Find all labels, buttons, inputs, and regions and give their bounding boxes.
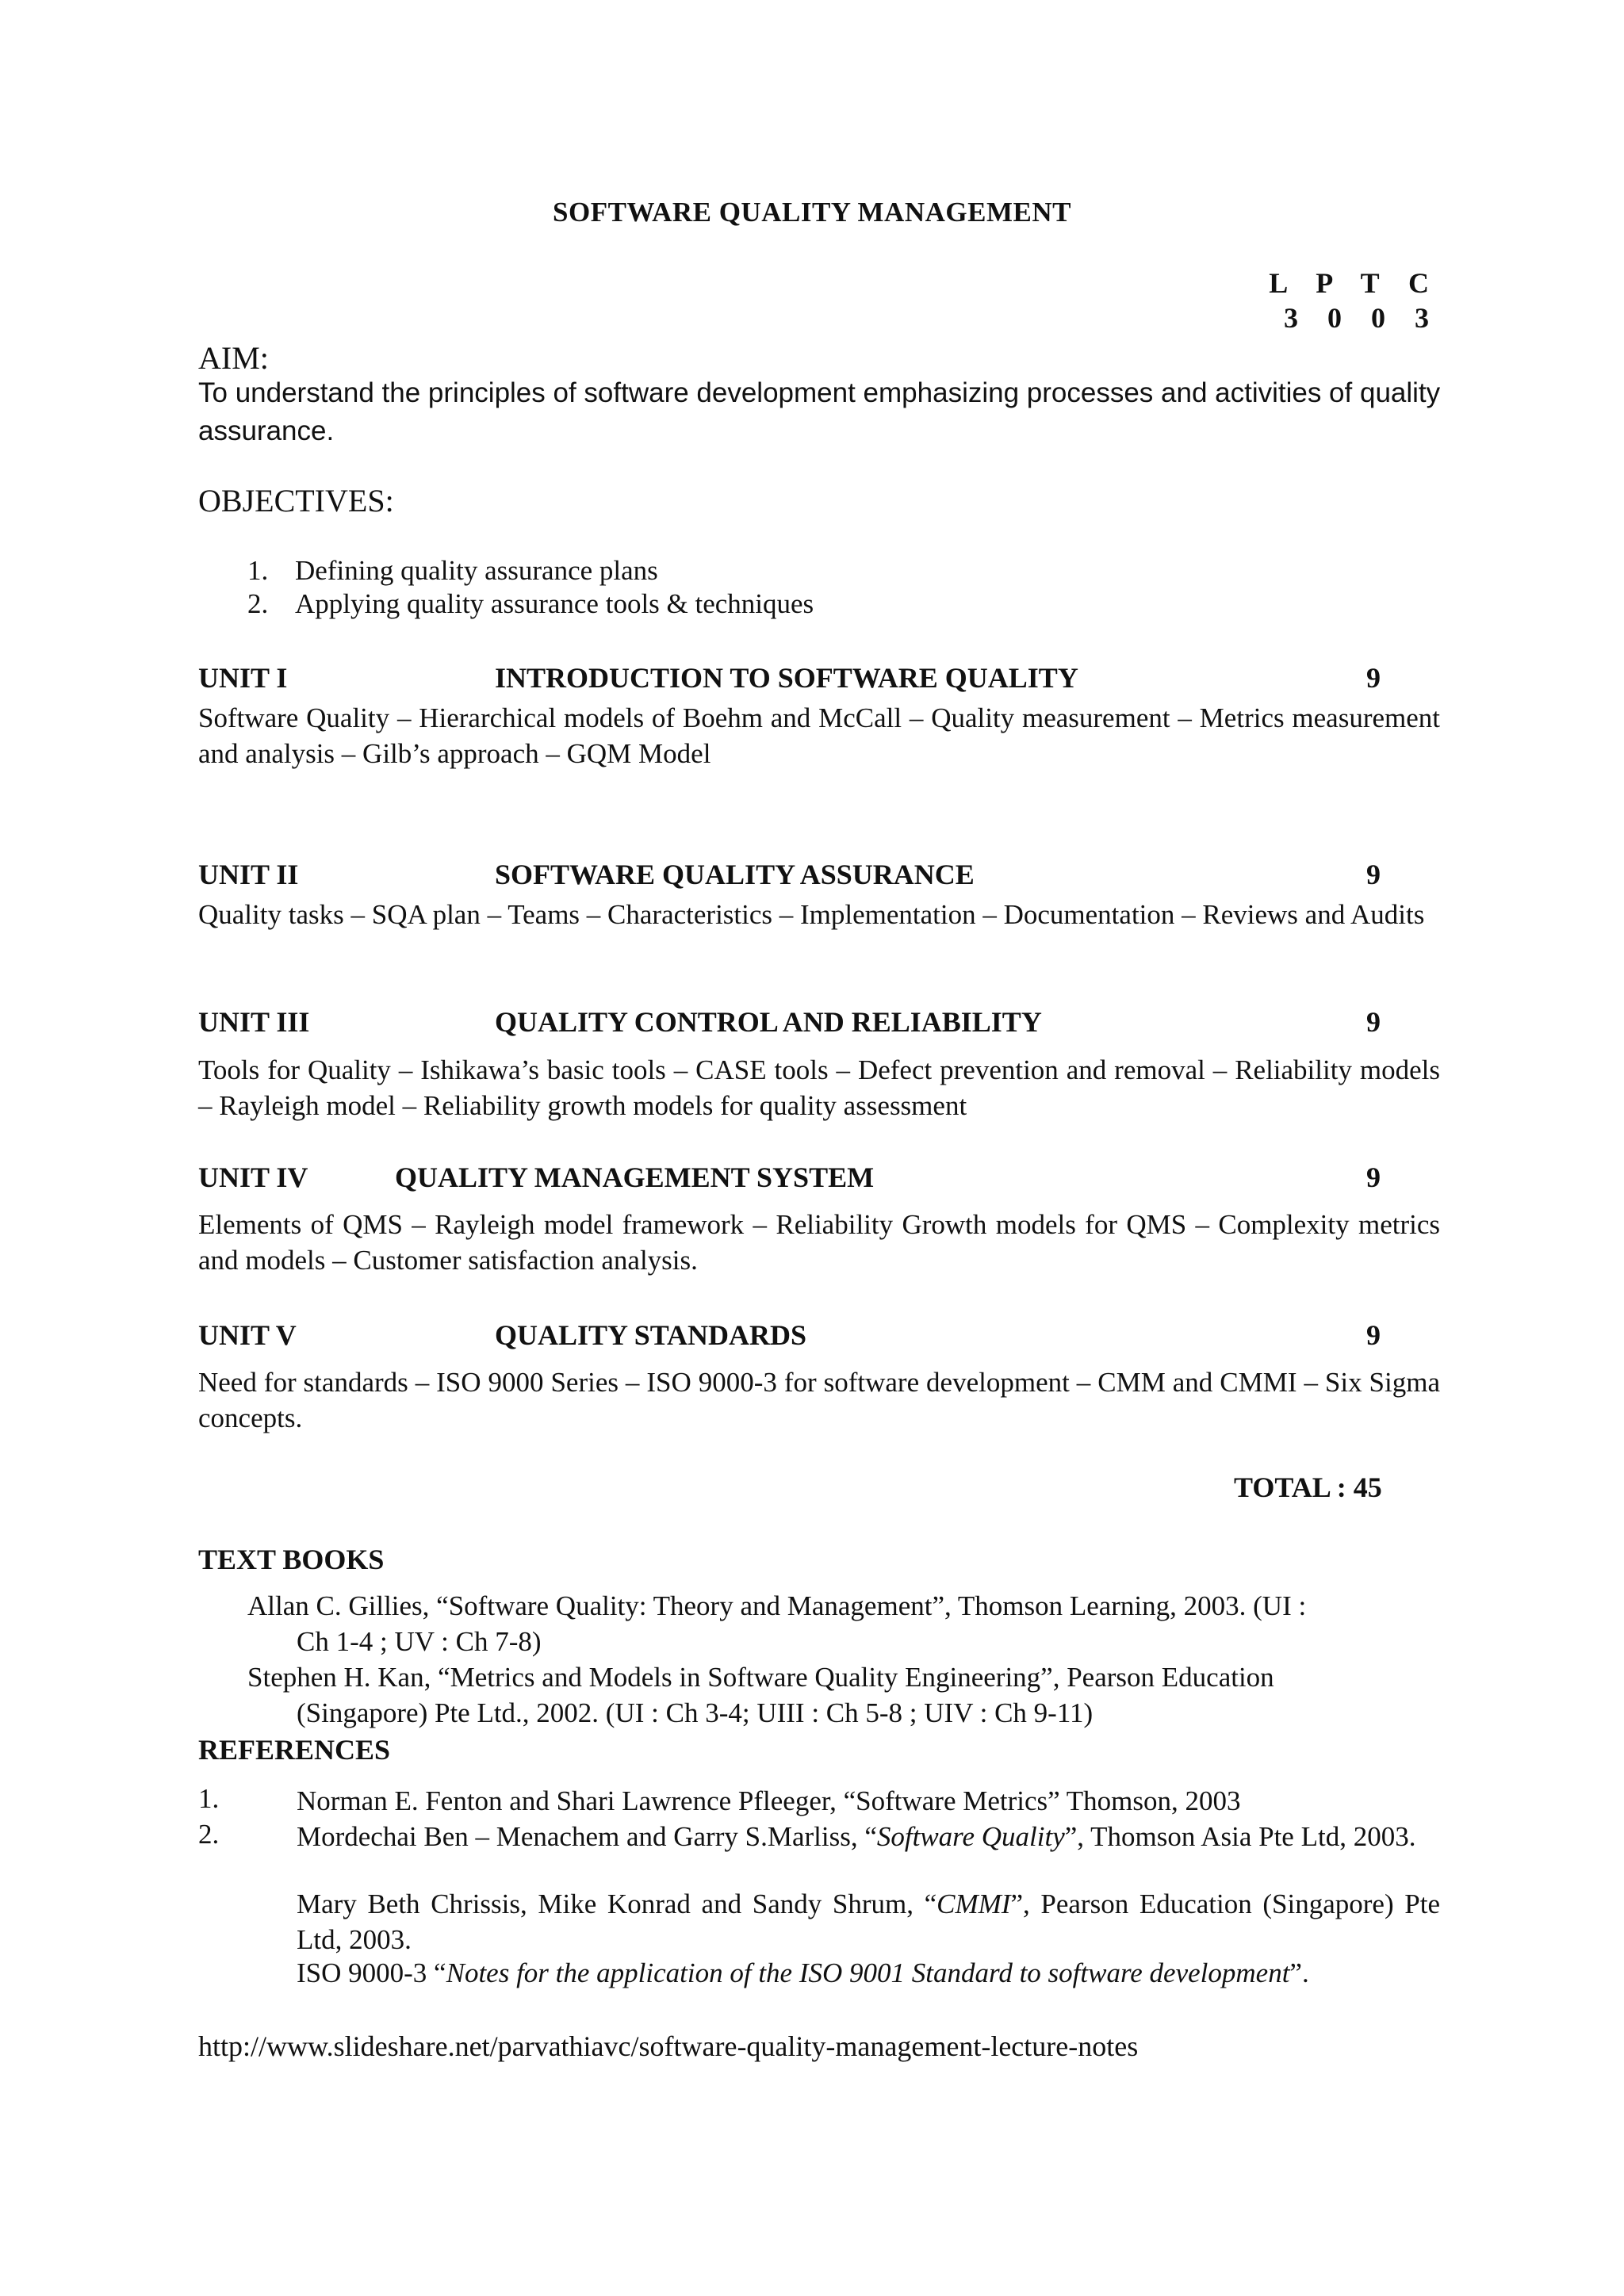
objectives-label: OBJECTIVES: [198, 483, 394, 519]
total-hours: TOTAL : 45 [1234, 1471, 1382, 1503]
unit-code: UNIT II [198, 859, 299, 890]
reference-italic-title: CMMI [936, 1888, 1011, 1919]
unit-code: UNIT I [198, 662, 288, 694]
unit-title: QUALITY STANDARDS [495, 1319, 807, 1351]
ltpc-header: L P T C [1269, 267, 1440, 299]
objective-number: 1. [247, 555, 269, 586]
unit-hours: 9 [1366, 662, 1381, 694]
objective-number: 2. [247, 588, 269, 619]
unit-title: QUALITY CONTROL AND RELIABILITY [495, 1006, 1042, 1038]
objective-text: Defining quality assurance plans [295, 555, 658, 586]
objective-text: Applying quality assurance tools & techniques [295, 588, 814, 619]
aim-text: To understand the principles of software development emphasizing processes and activities of quality assurance. [198, 377, 1441, 446]
unit-hours: 9 [1366, 1161, 1381, 1193]
reference-italic-title: Notes for the application of the ISO 9001 Standard to software development [446, 1957, 1290, 1988]
reference-item [297, 1819, 1440, 1854]
document-title: SOFTWARE QUALITY MANAGEMENT [553, 197, 1071, 228]
reference-italic-title: Software Quality [876, 1821, 1065, 1852]
unit-code: UNIT IV [198, 1161, 308, 1193]
text-book-line: Ch 1-4 ; UV : Ch 7-8) [297, 1626, 542, 1657]
text-book-item [247, 1659, 1440, 1731]
reference-text: ”. [1289, 1957, 1309, 1988]
objective-item [247, 555, 658, 587]
text-books-heading: TEXT BOOKS [198, 1544, 385, 1575]
text-book-line: Stephen H. Kan, “Metrics and Models in Software Quality Engineering”, Pearson Education [247, 1662, 1274, 1693]
unit-description: Software Quality – Hierarchical models of Boehm and McCall – Quality measurement – Metrics measurement and analysis – Gilb’s approach – GQM Model [198, 702, 1440, 769]
unit-title: SOFTWARE QUALITY ASSURANCE [495, 859, 975, 890]
unit-description: Need for standards – ISO 9000 Series – ISO 9000-3 for software development – CMM and CMMI – Six Sigma concepts. [198, 1367, 1440, 1433]
unit-title: INTRODUCTION TO SOFTWARE QUALITY [495, 662, 1078, 694]
references-heading: REFERENCES [198, 1734, 391, 1766]
source-url-link[interactable]: http://www.slideshare.net/parvathiavc/software-quality-management-lecture-notes [198, 2030, 1139, 2062]
unit-title: QUALITY MANAGEMENT SYSTEM [395, 1161, 875, 1193]
text-book-item [247, 1588, 1440, 1659]
unit-hours: 9 [1366, 1006, 1381, 1038]
reference-text: ”, Thomson Asia Pte Ltd, 2003. [1064, 1821, 1416, 1852]
unit-hours: 9 [1366, 859, 1381, 890]
reference-text: ”, Pearson Education (Singapore) Pte Ltd, 2003. [297, 1888, 1440, 1955]
reference-item [297, 1955, 1440, 1991]
unit-hours: 9 [1366, 1319, 1381, 1351]
reference-text: Mary Beth Chrissis, Mike Konrad and Sandy Shrum, “ [297, 1888, 937, 1919]
unit-description: Tools for Quality – Ishikawa’s basic tools – CASE tools – Defect prevention and removal – Reliability models – Rayleigh model – Reliability growth models for quality assessment [198, 1054, 1440, 1121]
unit-description: Elements of QMS – Rayleigh model framework – Reliability Growth models for QMS – Complexity metrics and models – Customer satisfaction analysis. [198, 1209, 1440, 1276]
aim-label: AIM: [198, 340, 269, 376]
reference-item [297, 1886, 1440, 1957]
ltpc-values: 3 0 0 3 [1284, 302, 1440, 334]
unit-code: UNIT V [198, 1319, 297, 1351]
reference-text: Mordechai Ben – Menachem and Garry S.Marliss, “ [297, 1821, 877, 1852]
text-book-line: Allan C. Gillies, “Software Quality: Theory and Management”, Thomson Learning, 2003. (UI : [247, 1590, 1307, 1621]
reference-number: 2. [198, 1819, 220, 1850]
text-book-line: (Singapore) Pte Ltd., 2002. (UI : Ch 3-4; UIII : Ch 5-8 ; UIV : Ch 9-11) [297, 1697, 1094, 1728]
objective-item [247, 588, 814, 620]
reference-number: 1. [198, 1783, 220, 1814]
reference-item: Norman E. Fenton and Shari Lawrence Pfleeger, “Software Metrics” Thomson, 2003 [297, 1785, 1241, 1816]
unit-code: UNIT III [198, 1006, 310, 1038]
reference-text: ISO 9000-3 “ [297, 1957, 446, 1988]
unit-description: Quality tasks – SQA plan – Teams – Characteristics – Implementation – Documentation – Reviews and Audits [198, 899, 1425, 930]
